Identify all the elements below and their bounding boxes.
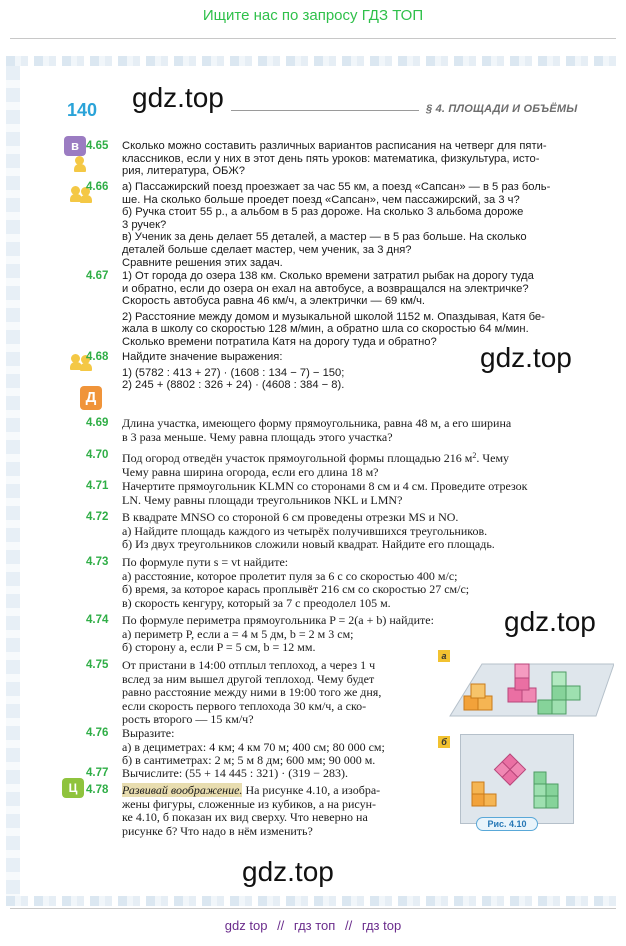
figure-tag-a: а <box>438 650 450 662</box>
task-text: в 3 раза меньше. Чему равна площадь этого участка? <box>122 429 393 444</box>
task-text: Начертите прямоугольник KLMN со сторонами 8 см и 4 см. Проведите отрезок <box>122 479 528 493</box>
footer-separator: // <box>344 918 353 933</box>
task-4-73 <box>86 556 594 610</box>
page-side-strip <box>6 66 20 896</box>
homework-badge: Д <box>80 386 102 410</box>
task-text: жала в школу со скоростью 128 м/мин, а обратно шла со скоростью 64 м/мин. <box>122 323 529 336</box>
task-text: По формуле пути s = vt найдите: <box>122 555 289 569</box>
task-4-68 <box>86 351 594 392</box>
task-text: классников, если у них в этот день пять уроков: математика, физкультура, исто- <box>122 152 540 165</box>
level-c-badge: Ц <box>62 778 84 798</box>
task-4-72 <box>86 511 594 552</box>
task-text: в) скорость кенгуру, который за 7 с преодолел 105 м. <box>122 595 391 610</box>
task-text: На рисунке 4.10, а изобра- <box>242 783 381 797</box>
footer-link[interactable]: гдз топ <box>293 918 336 933</box>
task-text: Сравните решения этих задач. <box>122 256 283 269</box>
task-text: 1) (5782 : 413 + 27) · (1608 : 134 − 7) − 150; <box>122 366 345 379</box>
task-number: 4.68 <box>86 351 109 363</box>
task-text: а) Пассажирский поезд проезжает за час 55 км, а поезд «Сапсан» — в 5 раз боль- <box>122 181 551 193</box>
task-text: В квадрате MNSO со стороной 6 см проведены отрезки MS и NO. <box>122 510 459 524</box>
task-text: 2) 245 + (8802 : 326 + 24) · (4608 : 384 − 8). <box>122 379 345 392</box>
top-banner <box>0 0 626 34</box>
footer-separator: // <box>277 918 285 933</box>
superscript: 2 <box>472 451 477 460</box>
task-text: а) Найдите площадь каждого из четырёх получившихся треугольников. <box>122 523 488 538</box>
watermark: gdz.top <box>504 606 596 637</box>
task-number: 4.65 <box>86 140 109 152</box>
task-text: ке 4.10, б показан их вид сверху. Что неверно на <box>122 810 368 825</box>
task-4-66 <box>86 181 594 269</box>
task-text: б) сторону a, если P = 5 см, b = 12 мм. <box>122 640 316 655</box>
section-line <box>231 110 419 111</box>
task-number: 4.69 <box>86 417 109 429</box>
task-number: 4.66 <box>86 181 109 193</box>
task-text: вслед за ним вышел другой теплоход. Чему будет <box>122 671 375 686</box>
task-text: Выразите: <box>122 726 175 740</box>
task-number: 4.70 <box>86 449 109 461</box>
task-4-71 <box>86 480 594 507</box>
watermark: gdz.top <box>480 342 572 373</box>
page-bottom-band <box>6 896 620 906</box>
figure-caption: Рис. 4.10 <box>476 817 538 831</box>
task-text: Под огород отведён участок прямоугольной формы площадью 216 м <box>122 451 473 465</box>
task-text: б) Ручка стоит 55 р., а альбом в 5 раз дороже. На сколько 3 альбома дороже <box>122 206 524 219</box>
watermark: gdz.top <box>132 82 224 113</box>
task-text: 2) Расстояние между домом и музыкальной школой 1152 м. Опаздывая, Катя бе- <box>122 310 545 323</box>
watermark: gdz.top <box>242 856 334 887</box>
task-text: Вычислите: (55 + 14 445 : 321) · (319 − 283). <box>122 766 349 780</box>
task-text: LN. Чему равны площади треугольников NKL и LMN? <box>122 492 403 507</box>
textbook-page <box>6 56 620 906</box>
footer-link[interactable]: гдз top <box>361 918 402 933</box>
task-text: Сколько можно составить различных вариантов расписания на четверг для пяти- <box>122 140 547 152</box>
task-number: 4.78 <box>86 784 109 796</box>
page-number: 140 <box>67 100 98 120</box>
task-4-67 <box>86 270 594 349</box>
task-number: 4.71 <box>86 480 109 492</box>
task-text: ше. На сколько больше проедет поезд «Сапсан», чем пассажирский, за 3 ч? <box>122 193 520 206</box>
cube-figure-b <box>460 734 574 824</box>
page-top-band <box>6 56 620 66</box>
task-number: 4.73 <box>86 556 109 568</box>
task-4-70: 4.70 Под огород отведён участок прямоугольной формы площадью 216 $м^2$. Чему Чему равна ширина огорода, если его длина 18 м? <box>86 449 594 479</box>
task-text: Найдите значение выражения: <box>122 351 283 363</box>
task-text: Скорость автобуса равна 46 км/ч, а электрички — 69 км/ч. <box>122 295 426 308</box>
banner-text[interactable]: Ищите нас по запросу ГДЗ ТОП <box>202 7 424 24</box>
section-title: § 4. ПЛОЩАДИ И ОБЪЁМЫ <box>426 103 578 115</box>
figure-tag-b: б <box>438 736 450 748</box>
task-text: По формуле периметра прямоугольника P = 2(a + b) найдите: <box>122 613 434 627</box>
task-4-69 <box>86 417 594 444</box>
task-text: равно расстояние между ними в 19:00 того же дня, <box>122 685 382 700</box>
task-number: 4.76 <box>86 727 109 739</box>
task-number: 4.67 <box>86 270 109 282</box>
task-text: 1) От города до озера 138 км. Сколько времени затратил рыбак на дорогу туда <box>122 270 534 282</box>
task-text: б) время, за которое карась проплывёт 216 см со скоростью 27 см/с; <box>122 582 470 597</box>
footer-link[interactable]: gdz top <box>224 918 268 933</box>
task-number: 4.72 <box>86 511 109 523</box>
top-divider <box>10 38 616 39</box>
task-text: Сколько времени потратила Катя на дорогу туда и обратно? <box>122 335 437 348</box>
task-text: рость второго — 15 км/ч? <box>122 712 254 727</box>
task-text: б) Из двух треугольников сложили новый квадрат. Найдите его площадь. <box>122 537 495 552</box>
task-text: Чему равна ширина огорода, если его длина 18 м? <box>122 464 379 479</box>
task-text: б) в сантиметрах: 2 м; 5 м 8 дм; 600 мм; 90 000 м. <box>122 753 376 768</box>
task-text: рия, литература, ОБЖ? <box>122 165 245 178</box>
task-text: а) периметр P, если a = 4 м 5 дм, b = 2 м 3 см; <box>122 626 354 641</box>
highlight-text: Развивай воображение. <box>122 783 243 797</box>
task-text: а) в дециметрах: 4 км; 4 км 70 м; 400 см; 80 000 см; <box>122 739 385 754</box>
task-4-65 <box>86 140 594 178</box>
task-text: а) расстояние, которое пролетит пуля за 6 с со скоростью 400 м/с; <box>122 568 458 583</box>
task-text: От пристани в 14:00 отплыл теплоход, а через 1 ч <box>122 658 376 672</box>
task-number: 4.75 <box>86 659 109 671</box>
task-text: деталей больше сделает мастер, чем ученик, за 3 дня? <box>122 243 412 256</box>
task-text: если скорость первого теплохода 30 км/ч, а ско- <box>122 698 367 713</box>
task-number: 4.74 <box>86 614 109 626</box>
task-text: рисунке б? Что надо в нём изменить? <box>122 823 313 838</box>
bottom-divider <box>10 908 616 909</box>
task-text: и обратно, если до озера он ехал на автобусе, а возвращался на электричке? <box>122 282 529 295</box>
task-text: в) Ученик за день делает 55 деталей, а мастер — в 5 раз больше. На сколько <box>122 231 527 244</box>
task-text: жены фигуры, сложенные из кубиков, а на рисун- <box>122 796 376 811</box>
task-number: 4.77 <box>86 767 109 779</box>
level-v-badge: в <box>64 136 86 156</box>
footer <box>0 918 626 933</box>
cube-figure-a <box>446 646 614 730</box>
task-text: Длина участка, имеющего форму прямоугольника, равна 48 м, а его ширина <box>122 416 512 430</box>
task-text: 3 ручек? <box>122 218 167 231</box>
